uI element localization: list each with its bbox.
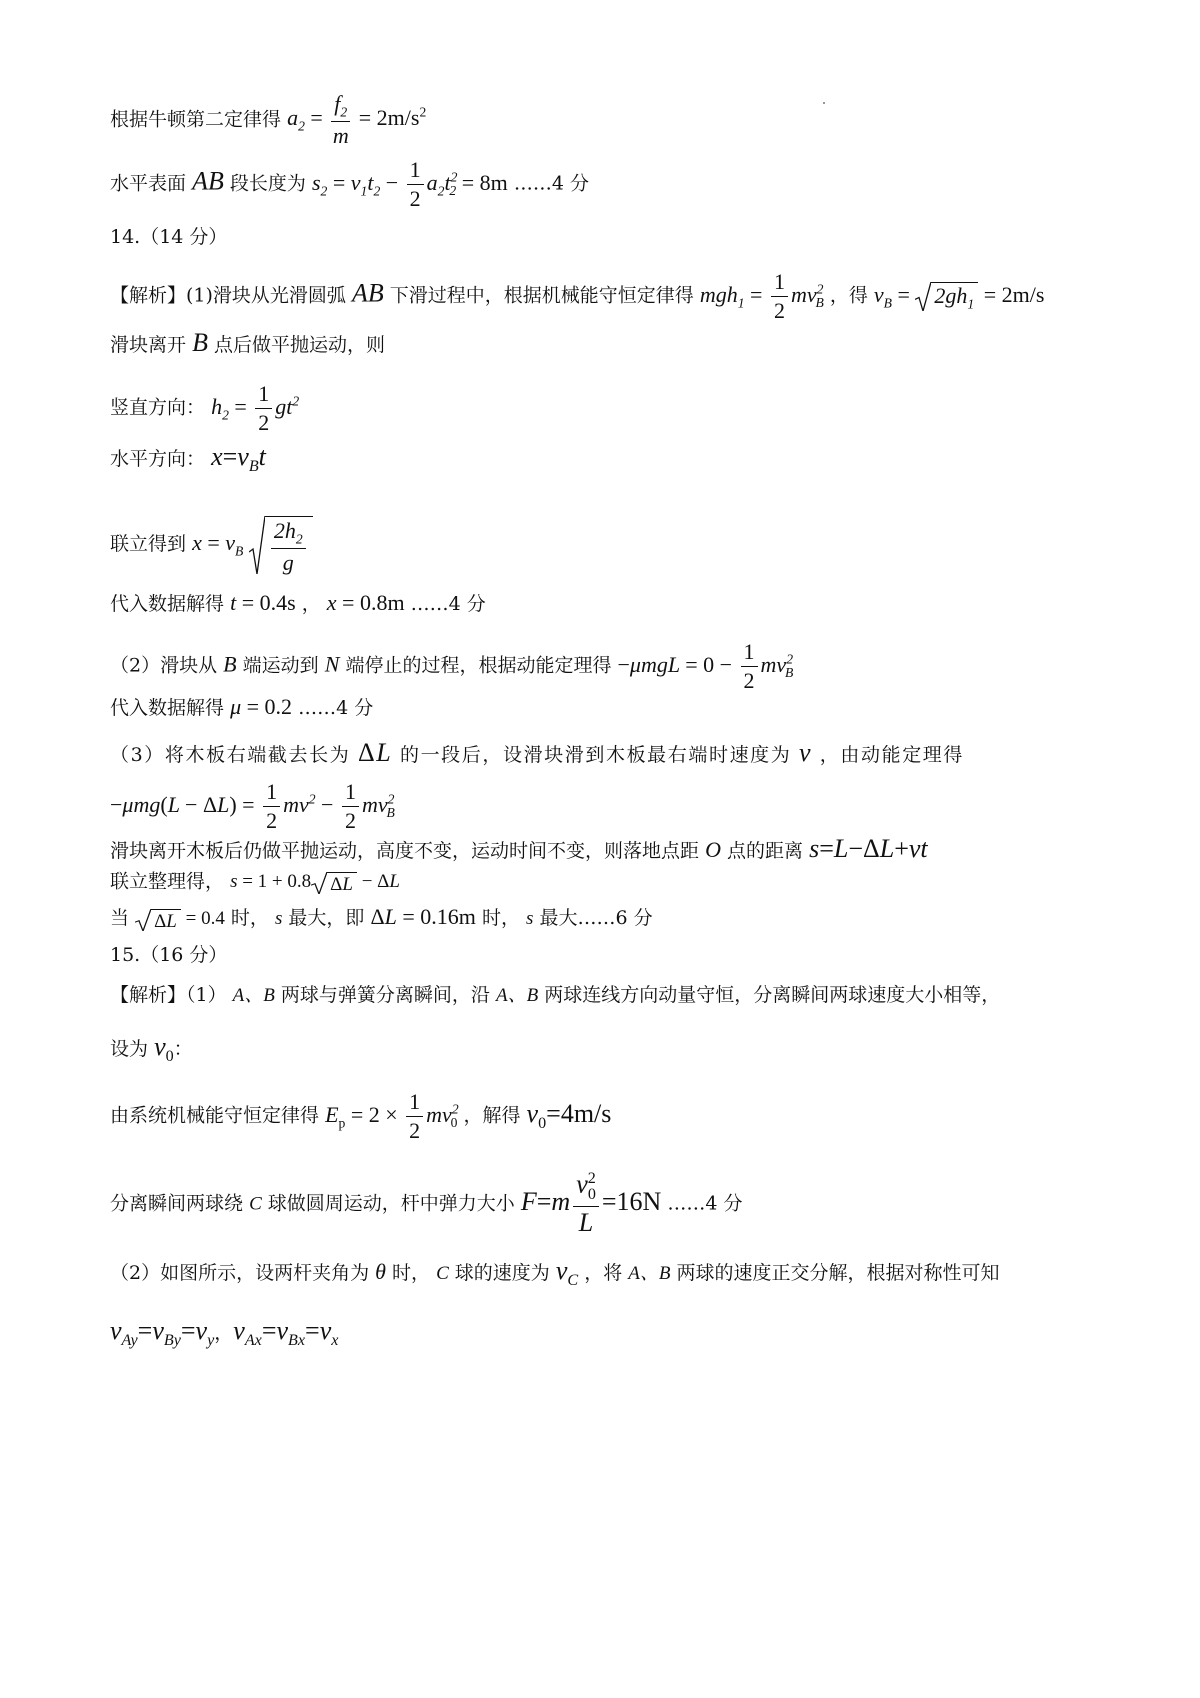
formula-s: s=L−ΔL+vt (809, 834, 928, 863)
symbol-v0: $v_0$ (154, 1032, 174, 1066)
formula-t: t = 0.4s (230, 590, 296, 615)
text: ……4 分 (513, 172, 589, 195)
symbol-theta: θ (375, 1259, 386, 1284)
line-combine (110, 516, 313, 574)
line-substitute-t-x (110, 592, 486, 614)
formula-a2: $a_2$ = $\frac{f_2}{m}$ = $2m/s^2$ (287, 91, 427, 149)
text: ，由动能定理得 (819, 744, 964, 766)
formula-mgh1: mgh$_1$ = $\frac{1}{2}$ $mv^2_B$ (699, 269, 824, 324)
formula-s2: $s_2 = v_1t_2$ − $\frac{1}{2}$ $a_2t^2_2 = 8m$ (311, 157, 508, 212)
line-velocity-decomposition (110, 1258, 1000, 1289)
symbol-C: C (249, 1193, 262, 1215)
formula-x: $x=v_Bt$ (211, 442, 266, 476)
line-horizontal-direction (110, 444, 266, 475)
formula-vB: $v_B$ = $2gh_1 = 2m/s$ (873, 281, 1045, 312)
text: ，将 (584, 1262, 623, 1284)
formula-sqrt-deltaL: ΔL = 0.4 (135, 908, 225, 929)
text: 点后做平抛运动，则 (214, 334, 386, 356)
text: 代入数据解得 (110, 697, 225, 719)
formula-mu: μ = 0.2 (230, 694, 293, 719)
symbol-A-B: A、B (495, 985, 539, 1006)
text: 设为 (110, 1038, 149, 1060)
text: ……4 分 (410, 593, 486, 615)
formula-work-energy: −μmgL = 0 − $\frac{1}{2}$ $mv^2_B$ (617, 639, 794, 694)
text: （2）滑块从 (110, 654, 218, 677)
scan-speck (823, 102, 825, 104)
text: （3）将木板右端截去长为 (110, 744, 351, 766)
symbol-C: C (436, 1263, 449, 1284)
text: 两球与弹簧分离瞬间，沿 (280, 984, 490, 1006)
text: 【解析】（1） (110, 984, 227, 1006)
line-energy-conservation (110, 270, 1044, 323)
formula-Ep: $E_p = 2$ × $\frac{1}{2}$ $mv^2_0$ (325, 1089, 459, 1144)
text: 两球的速度正交分解，根据对称性可知 (676, 1262, 1000, 1284)
text: 点的距离 (727, 840, 804, 862)
symbol-A-B: A、B (628, 1263, 671, 1284)
formula-energy-equation: −μmg(L − ΔL) = $\frac{1}{2}$ $mv^2$ − $\frac{1}{2}$ $mv^2_B$ (110, 779, 395, 834)
text: 段长度为 (229, 172, 306, 195)
line-cut-board (110, 740, 964, 766)
symbol-B: B (223, 651, 237, 677)
text: 最大，即 (288, 907, 365, 929)
text: 由系统机械能守恒定律得 (110, 1104, 320, 1127)
line-let-v0: 设为 $v_0$： (110, 1032, 193, 1066)
formula-x-value: x = 0.8m (326, 590, 405, 615)
text: 水平表面 (110, 172, 187, 195)
symbol-O: O (705, 837, 721, 862)
text: 最大……6 分 (539, 907, 653, 929)
symbol-A-B: A、B (232, 985, 275, 1006)
text: ，解得 (463, 1104, 521, 1127)
line-vertical-direction (110, 382, 299, 435)
text: ……4 分 (298, 697, 374, 719)
formula-F: F=m $\frac{v^2_0}{L}$ =16N (520, 1169, 662, 1237)
text: 滑块离开 (110, 334, 187, 356)
text: 的一段后，设滑块滑到木板最右端时速度为 (399, 744, 792, 766)
text: 水平方向： (110, 448, 206, 470)
symbol-AB: AB (351, 278, 384, 308)
text: 时， (230, 907, 269, 929)
formula-deltaL: ΔL = 0.16m (370, 904, 476, 929)
text: 端运动到 (242, 654, 319, 677)
text: ……4 分 (667, 1192, 743, 1215)
line-newton-second-law (110, 92, 426, 149)
line-energy-equation (110, 780, 395, 833)
text: 时， (392, 1262, 431, 1284)
line-landing-distance (110, 836, 928, 862)
question-15-header: 15.（16 分） (110, 944, 228, 966)
text: 代入数据解得 (110, 593, 225, 615)
formula-v0: $v_0=4m/s$ (526, 1098, 612, 1132)
text: 球的速度为 (454, 1262, 550, 1284)
text: 下滑过程中，根据机械能守恒定律得 (389, 284, 694, 307)
formula-s-simplified: s = 1 + 0.8 ΔL − ΔL (230, 871, 400, 895)
symbol-AB: AB (192, 166, 224, 196)
text: 端停止的过程，根据动能定理得 (345, 654, 612, 677)
symbol-s: s (274, 908, 283, 929)
text: （2）如图所示，设两杆夹角为 (110, 1262, 370, 1284)
question-14-header: 14.（14 分） (110, 226, 228, 248)
text: 【解析】(1)滑块从光滑圆弧 (110, 284, 346, 307)
text: ， (301, 593, 321, 615)
line-ab-length (110, 158, 589, 211)
formula-x-sqrt: $x = v_B$ $\frac{2h_2}{g}$ (192, 530, 313, 555)
symbol-v: v (799, 738, 813, 767)
text: 联立得到 (110, 533, 187, 556)
text: 根据牛顿第二定律得 (110, 108, 282, 131)
text: 分离瞬间两球绕 (110, 1192, 244, 1215)
text: 时， (481, 907, 520, 929)
symbol-vC: $v_C$ (555, 1256, 579, 1290)
line-symmetry-components (110, 1318, 338, 1349)
line-separation (110, 986, 1000, 1005)
symbol-N: N (324, 651, 340, 677)
line-system-energy (110, 1090, 611, 1143)
line-work-energy (110, 640, 793, 693)
symbol-delta-L: ΔL (357, 738, 393, 767)
text: 当 (110, 907, 130, 929)
line-mu-value (110, 696, 373, 718)
line-rod-force (110, 1170, 743, 1237)
text: 球做圆周运动，杆中弹力大小 (267, 1192, 515, 1215)
line-maximum (110, 906, 653, 931)
formula-h2: $h_2$ = $\frac{1}{2}$ $gt^2$ (211, 381, 300, 436)
text: ，得 (829, 284, 868, 307)
text: 滑块离开木板后仍做平抛运动，高度不变，运动时间不变，则落地点距 (110, 840, 700, 862)
text: 联立整理得， (110, 870, 225, 893)
line-projectile-start (110, 330, 385, 356)
symbol-s: s (526, 908, 534, 929)
line-simplify (110, 872, 400, 894)
text: 竖直方向： (110, 396, 206, 419)
symbol-B: B (192, 328, 208, 357)
text: 两球连线方向动量守恒，分离瞬间两球速度大小相等， (544, 984, 1001, 1006)
formula-components: $v_{Ay}=v_{By}=v_y$，$v_{Ax}=v_{Bx}=v_x$ (110, 1316, 339, 1350)
